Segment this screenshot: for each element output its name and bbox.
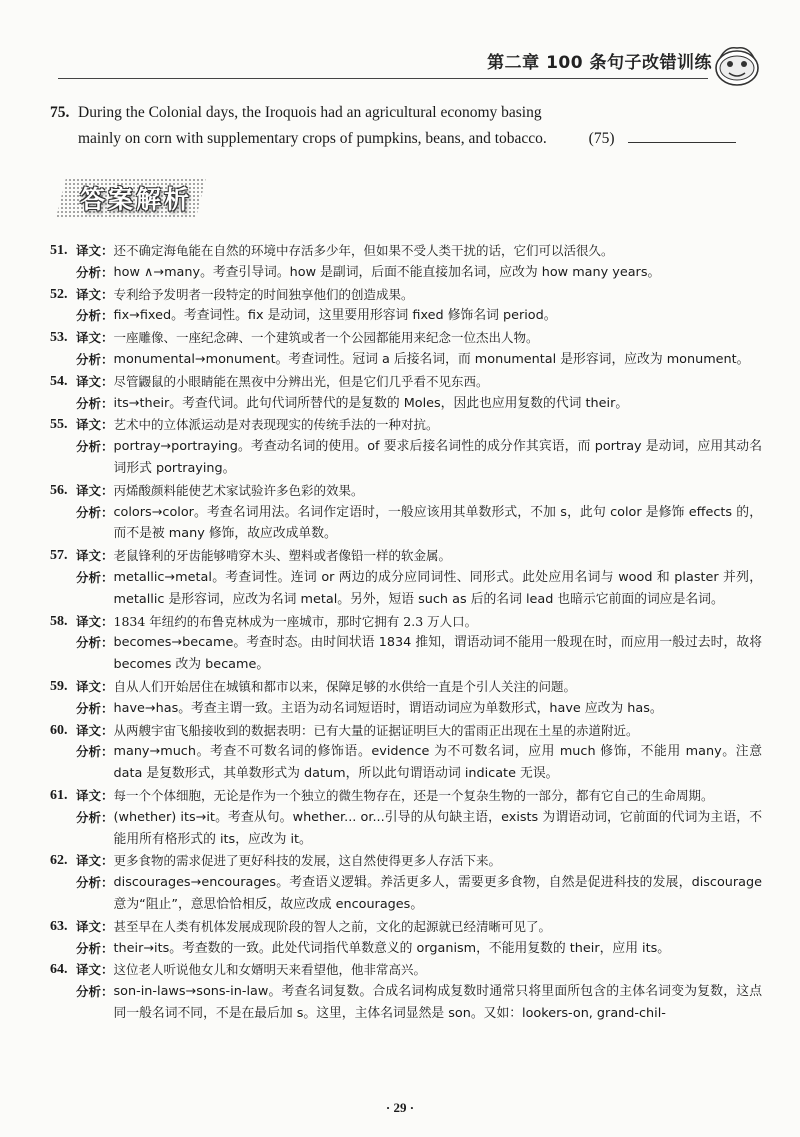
translation-text: 还不确定海龟能在自然的环境中存活多少年，但如果不受人类干扰的话，它们可以活很久。 <box>113 243 614 258</box>
answer-item <box>50 480 762 545</box>
translation-label: 译文： <box>76 243 114 258</box>
analysis-label: 分析： <box>76 809 114 825</box>
analysis-label: 分析： <box>76 569 114 585</box>
answer-number: 56. <box>50 482 68 498</box>
translation-label: 译文： <box>76 787 114 803</box>
answer-item <box>50 916 762 960</box>
answer-number: 57. <box>50 548 68 564</box>
translation-label: 译文： <box>76 330 114 346</box>
question-number: 75. <box>50 104 70 121</box>
answer-item <box>50 850 762 915</box>
answer-item <box>50 371 762 415</box>
answer-number: 51. <box>50 243 68 258</box>
header-rule <box>58 78 708 79</box>
chapter-title: 第二章 100 条句子改错训练 <box>487 53 712 73</box>
analysis-text: its→their。考查代词。此句代词所替代的是复数的 Moles，因此也应用复数的代词 their。 <box>113 395 629 411</box>
translation-text: 尽管鼹鼠的小眼睛能在黑夜中分辨出光，但是它们几乎看不见东西。 <box>113 373 489 389</box>
translation-label: 译文： <box>76 373 114 389</box>
answer-item <box>50 959 762 1024</box>
translation-text: 甚至早在人类有机体发展成现阶段的智人之前，文化的起源就已经清晰可见了。 <box>113 918 552 934</box>
analysis-label: 分析： <box>76 439 114 455</box>
answer-item <box>50 414 762 479</box>
translation-text: 老鼠锋利的牙齿能够啃穿木头、塑料或者像铅一样的软金属。 <box>113 548 452 564</box>
analysis-text: have→has。考查主谓一致。主语为动名词短语时，谓语动词应为单数形式，have 应改为 has。 <box>113 700 663 716</box>
answer-number: 52. <box>50 286 68 302</box>
answer-number: 54. <box>50 373 68 389</box>
translation-text: 专利给予发明者一段特定的时间独享他们的创造成果。 <box>113 286 414 302</box>
analysis-label: 分析： <box>76 700 114 716</box>
analysis-text: their→its。考查数的一致。此处代词指代单数意义的 organism，不能用复数的 their，应用 its。 <box>113 940 671 956</box>
answer-number: 58. <box>50 613 68 629</box>
page-number: · 29 · <box>385 1100 415 1115</box>
question-75 <box>50 100 770 152</box>
analysis-label: 分析： <box>76 984 114 1000</box>
translation-label: 译文： <box>76 286 114 302</box>
translation-text: 一座雕像、一座纪念碑、一个建筑或者一个公园都能用来纪念一位杰出人物。 <box>113 330 539 346</box>
analysis-text: becomes→became。考查时态。由时间状语 1834 推知，谓语动词不能用一般现在时，而应用一般过去时，故将 becomes 改为 became。 <box>113 635 762 673</box>
translation-label: 译文： <box>76 417 114 433</box>
translation-label: 译文： <box>76 548 114 564</box>
answer-number: 63. <box>50 918 68 934</box>
translation-text: 自从人们开始居住在城镇和都市以来，保障足够的水供给一直是个引人关注的问题。 <box>113 678 577 694</box>
translation-label: 译文： <box>76 962 114 978</box>
answer-number: 62. <box>50 853 68 869</box>
analysis-label: 分析： <box>76 504 114 520</box>
analysis-label: 分析： <box>76 635 114 651</box>
answer-item <box>50 545 762 610</box>
answer-item <box>50 785 762 850</box>
translation-text: 1834 年纽约的布鲁克林成为一座城市，那时它拥有 2.3 万人口。 <box>113 613 478 629</box>
analysis-label: 分析： <box>76 940 114 956</box>
analysis-label: 分析： <box>76 875 114 891</box>
translation-label: 译文： <box>76 613 114 629</box>
answer-item <box>50 284 762 328</box>
answer-item <box>50 676 762 720</box>
translation-label: 译文： <box>76 482 114 498</box>
question-line-2: mainly on corn with supplementary crops of pumpkins, beans, and tobacco. <box>78 130 547 147</box>
analysis-label: 分析： <box>76 744 114 760</box>
translation-label: 译文： <box>76 678 114 694</box>
translation-text: 从两艘宇宙飞船接收到的数据表明：已有大量的证据证明巨大的雷雨正出现在土星的赤道附近。 <box>113 722 639 738</box>
answer-number: 55. <box>50 417 68 433</box>
analysis-text: fix→fixed。考查词性。fix 是动词，这里要用形容词 fixed 修饰名词 period。 <box>113 308 557 324</box>
question-mark: (75) <box>588 130 615 147</box>
analysis-text: (whether) its→it。考查从句。whether... or...引导的从句缺主语，exists 为谓语动词，它前面的代词为主语，不能用所有格形式的 its，应改为 it。 <box>113 809 762 847</box>
translation-label: 译文： <box>76 853 114 869</box>
analysis-label: 分析： <box>76 395 114 411</box>
answer-number: 60. <box>50 722 68 738</box>
translation-text: 这位老人听说他女儿和女婿明天来看望他，他非常高兴。 <box>113 962 427 978</box>
question-line-1: During the Colonial days, the Iroquois had an agricultural economy basing <box>78 104 542 121</box>
analysis-text: how ∧→many。考查引导词。how 是副词，后面不能直接加名词，应改为 how many years。 <box>113 264 661 280</box>
translation-label: 译文： <box>76 918 114 934</box>
answer-item <box>50 720 762 785</box>
answer-item <box>50 327 762 371</box>
answer-item <box>50 611 762 676</box>
answer-number: 61. <box>50 787 68 803</box>
answer-number: 53. <box>50 330 68 346</box>
analysis-label: 分析： <box>76 264 114 280</box>
analysis-text: son-in-laws→sons-in-law。考查名词复数。合成名词构成复数时通常只将里面所包含的主体名词变为复数，这点同一般名词不同，不是在最后加 s。这里，主体名词显然是 son。又如：lookers-on, grand-chil- <box>113 984 762 1021</box>
translation-label: 译文： <box>76 722 114 738</box>
answer-list <box>50 240 762 1025</box>
answer-item <box>50 240 762 284</box>
analysis-text: monumental→monument。考查词性。冠词 a 后接名词，而 monumental 是形容词，应改为 monument。 <box>113 351 750 367</box>
analysis-text: portray→portraying。考查动名词的使用。of 要求后接名词性的成分作其宾语，而 portray 是动词，应用其动名词形式 portraying。 <box>113 439 762 476</box>
answer-blank[interactable] <box>628 128 736 143</box>
answer-number: 59. <box>50 678 68 694</box>
analysis-text: discourages→encourages。考查语义逻辑。养活更多人，需要更多食物，自然是促进科技的发展，discourage 意为“阻止”，意思恰恰相反，故应改成 encourages。 <box>113 875 762 912</box>
translation-text: 艺术中的立体派运动是对表现现实的传统手法的一种对抗。 <box>113 417 439 433</box>
page-header <box>0 38 800 98</box>
answer-number: 64. <box>50 962 68 978</box>
section-title: 答案解析 <box>80 185 193 214</box>
translation-text: 每一个个体细胞，无论是作为一个独立的微生物存在，还是一个复杂生物的一部分，都有它自己的生命周期。 <box>113 787 714 803</box>
analysis-text: many→much。考查不可数名词的修饰语。evidence 为不可数名词，应用 much 修饰，不能用 many。注意 data 是复数形式，其单数形式为 datum，所以此句谓语动词 indicate 无误。 <box>113 744 762 782</box>
cartoon-mascot-icon <box>712 40 762 90</box>
analysis-text: colors→color。考查名词用法。名词作定语时，一般应该用其单数形式，不加 s，此句 color 是修饰 effects 的，而不是被 many 修饰，故应改成单数。 <box>113 504 762 542</box>
translation-text: 丙烯酸颜料能使艺术家试验许多色彩的效果。 <box>113 482 364 498</box>
translation-text: 更多食物的需求促进了更好科技的发展，这自然使得更多人存活下来。 <box>113 853 502 869</box>
analysis-text: metallic→metal。考查词性。连词 or 两边的成分应同词性、同形式。此处应用名词与 wood 和 plaster 并列，metallic 是形容词，应改为名词 metal。另外，短语 such as 后的名词 lead 也暗示它前面的词应是名词。 <box>113 569 762 607</box>
analysis-label: 分析： <box>76 351 114 367</box>
analysis-label: 分析： <box>76 308 114 324</box>
